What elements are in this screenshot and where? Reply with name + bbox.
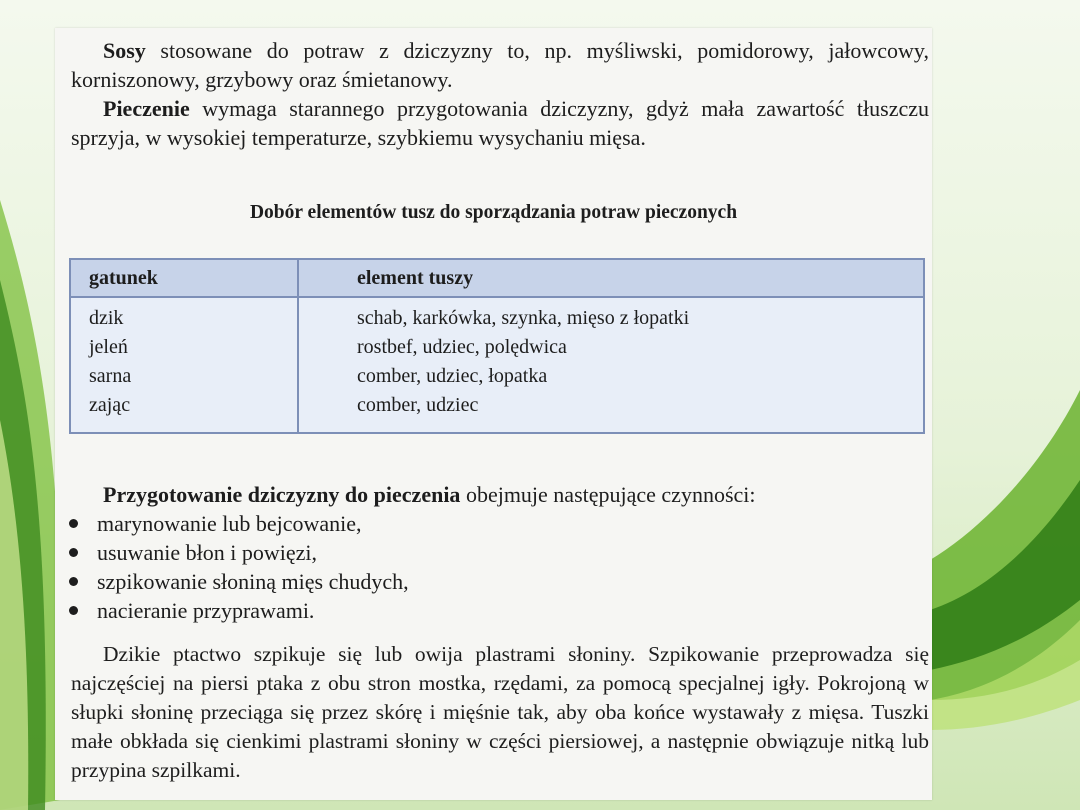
step-label: szpikowanie słoniną mięs chudych,	[97, 569, 409, 594]
table-row	[70, 297, 924, 433]
list-item	[65, 567, 409, 596]
bullet-icon	[69, 606, 78, 615]
list-item	[65, 596, 409, 625]
species-cell	[70, 297, 298, 433]
right-green-swoosh	[930, 0, 1080, 810]
step-label: usuwanie błon i powięzi,	[97, 540, 317, 565]
elements-dzik: schab, karkówka, szynka, mięso z łopatki	[357, 307, 690, 329]
species-dzik: dzik	[89, 307, 124, 329]
bullet-icon	[69, 577, 78, 586]
elements-zajac: comber, udziec	[357, 394, 479, 416]
species-zajac: zając	[89, 394, 131, 416]
carcass-elements-table	[69, 258, 925, 434]
paragraph-pieczenie	[71, 94, 929, 152]
paragraph-pieczenie-text: wymaga starannego przygotowania dziczyzny, gdyż mała zawartość tłuszczu sprzyja, w wysokiej temperaturze, szybkiemu wysychaniu mięsa.	[71, 96, 929, 150]
elements-sarna: comber, udziec, łopatka	[357, 365, 548, 387]
preparation-intro-bold: Przygotowanie dziczyzny do pieczenia	[103, 482, 461, 507]
table-caption: Dobór elementów tusz do sporządzania potraw pieczonych	[249, 202, 738, 223]
paragraph-sosy-bold: Sosy	[103, 38, 146, 63]
elements-cell	[298, 297, 924, 433]
preparation-steps-list	[65, 509, 409, 625]
paragraph-pieczenie-bold: Pieczenie	[103, 96, 190, 121]
preparation-intro-text: obejmuje następujące czynności:	[460, 482, 756, 507]
list-item	[65, 538, 409, 567]
preparation-intro	[71, 480, 929, 509]
step-label: marynowanie lub bejcowanie,	[97, 511, 362, 536]
closing-paragraph: Dzikie ptactwo szpikuje się lub owija plastrami słoniny. Szpikowanie przeprowadza się najczęściej na piersi ptaka z obu stron mostka, rzędami, za pomocą specjalnej igły. Pokrojoną w słupki słoninę przeciąga się przez skórę i mięśnie tak, aby oba końce wystawały z mięsa. Tuszki małe obkłada się cienkimi plastrami słoniny w części piersiowej, a następnie obwiązuje nitką lub przypina szpilkami.	[71, 642, 929, 782]
table-header-row	[70, 259, 924, 297]
column-header-gatunek: gatunek	[70, 259, 298, 297]
species-sarna: sarna	[89, 365, 132, 387]
species-jelen: jeleń	[89, 336, 128, 358]
elements-jelen: rostbef, udziec, polędwica	[357, 336, 567, 358]
list-item	[65, 509, 409, 538]
bullet-icon	[69, 548, 78, 557]
step-label: nacieranie przyprawami.	[97, 598, 315, 623]
paragraph-sosy	[71, 36, 929, 94]
scanned-page	[55, 28, 932, 800]
bullet-icon	[69, 519, 78, 528]
column-header-element-tuszy: element tuszy	[298, 259, 924, 297]
paragraph-sosy-text: stosowane do potraw z dziczyzny to, np. myśliwski, pomidorowy, jałowcowy, korniszonowy, grzybowy oraz śmietanowy.	[71, 38, 929, 92]
